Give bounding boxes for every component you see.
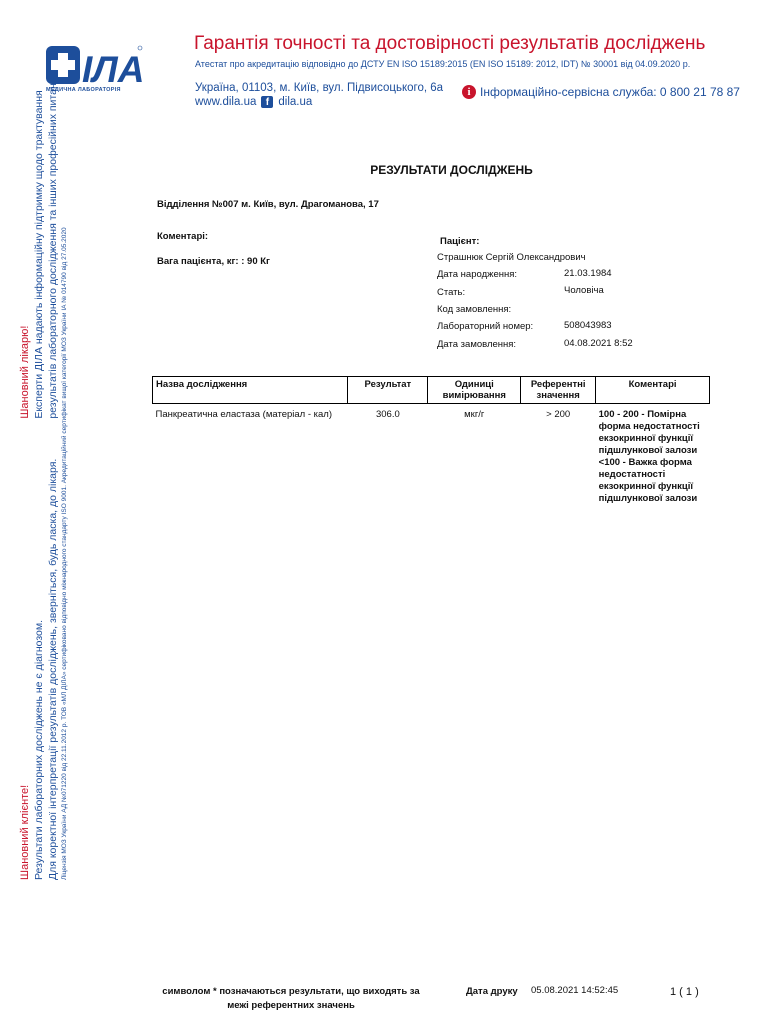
doctor-line-1: Експерти ДІЛА надають інформаційну підтримку щодо трактування [33, 90, 45, 419]
cell-comment: 100 - 200 - Помірна форма недостатності екзокринної функції підшлункової залози <100 - Важка форма недостатності екзокринної функції підшлункової залози [598, 409, 700, 504]
footer-note: символом * позначаються результати, що виходять за межі референтних значень [162, 986, 420, 1011]
facebook-link[interactable]: dila.ua [278, 96, 313, 108]
sex-label: Стать: [437, 287, 466, 298]
logo-subtitle: МЕДИЧНА ЛАБОРАТОРІЯ [46, 87, 121, 93]
table-header-row [153, 377, 710, 404]
order-date-label: Дата замовлення: [437, 339, 517, 350]
license-text: Ліцензія МОЗ України АД №071220 від 22.11.2012 р. ТОВ «МЛ ДІЛА» сертифіковано відповідно міжнародного стандарту ISO 9001. Акредитаційний сертифікат вищої категорії МОЗ України ІА № 014790 від 27.05.2020 [61, 227, 68, 880]
address-text: Україна, 01103, м. Київ, вул. Підвисоцького, 6а [195, 82, 444, 94]
col-header-unit: Одиниці вимірювання [428, 377, 521, 404]
table-row [153, 404, 710, 511]
col-header-comment: Коментарі [596, 377, 710, 404]
cell-unit: мкг/г [464, 409, 485, 420]
svg-text:ІЛА: ІЛА [82, 49, 144, 90]
client-line-1: Результати лабораторних досліджень не є діагнозом. [33, 619, 45, 880]
col-header-result: Результат [348, 377, 428, 404]
col-header-name: Назва дослідження [153, 377, 348, 404]
accreditation-text: Атестат про акредитацію відповідно до ДСТУ EN ISO 15189:2015 (EN ISO 15189: 2012, IDT) № 30001 від 04.09.2020 р. [195, 59, 691, 69]
website-link[interactable]: www.dila.ua [195, 96, 257, 108]
birth-label: Дата народження: [437, 269, 518, 280]
cell-reference: > 200 [546, 409, 571, 420]
header-title: Гарантія точності та достовірності результатів досліджень [194, 33, 706, 54]
client-heading: Шановний клієнте! [19, 784, 31, 880]
info-service-text: Інформаційно-сервісна служба: 0 800 21 78 87 [480, 85, 740, 99]
department-text: Відділення №007 м. Київ, вул. Драгоманова, 17 [157, 199, 379, 210]
patient-name: Страшнюк Сергій Олександрович [437, 252, 586, 263]
cell-test-name: Панкреатична еластаза (матеріал - кал) [155, 409, 332, 420]
sidebar-notes [0, 0, 90, 1024]
document-title: РЕЗУЛЬТАТИ ДОСЛІДЖЕНЬ [370, 163, 533, 177]
print-date: 05.08.2021 14:52:45 [531, 985, 619, 996]
col-header-reference: Референтні значення [521, 377, 596, 404]
results-table [152, 376, 710, 510]
sex-value: Чоловіча [564, 285, 604, 296]
facebook-icon: f [261, 96, 273, 108]
weight-label: Вага пацієнта, кг: : 90 Кг [157, 256, 271, 267]
order-date-value: 04.08.2021 8:52 [564, 338, 633, 349]
page-number: 1 ( 1 ) [670, 986, 699, 998]
patient-label: Пацієнт: [440, 236, 480, 247]
comments-label: Коментарі: [157, 231, 209, 242]
cell-result: 306.0 [375, 409, 400, 420]
print-label: Дата друку [466, 986, 518, 997]
web-links [195, 96, 312, 108]
doctor-heading: Шановний лікарю! [19, 325, 31, 419]
doctor-line-2: результатів лабораторного дослідження та інших професійних питань. [47, 74, 59, 419]
client-line-2: Для коректної інтерпретації результатів досліджень, зверніться, будь ласка, до лікаря. [47, 458, 59, 880]
info-icon: i [462, 85, 476, 99]
birth-value: 21.03.1984 [564, 268, 612, 279]
lab-number-label: Лабораторний номер: [437, 321, 534, 332]
info-service [462, 85, 740, 99]
order-code-label: Код замовлення: [437, 304, 512, 315]
lab-number-value: 508043983 [564, 320, 612, 331]
